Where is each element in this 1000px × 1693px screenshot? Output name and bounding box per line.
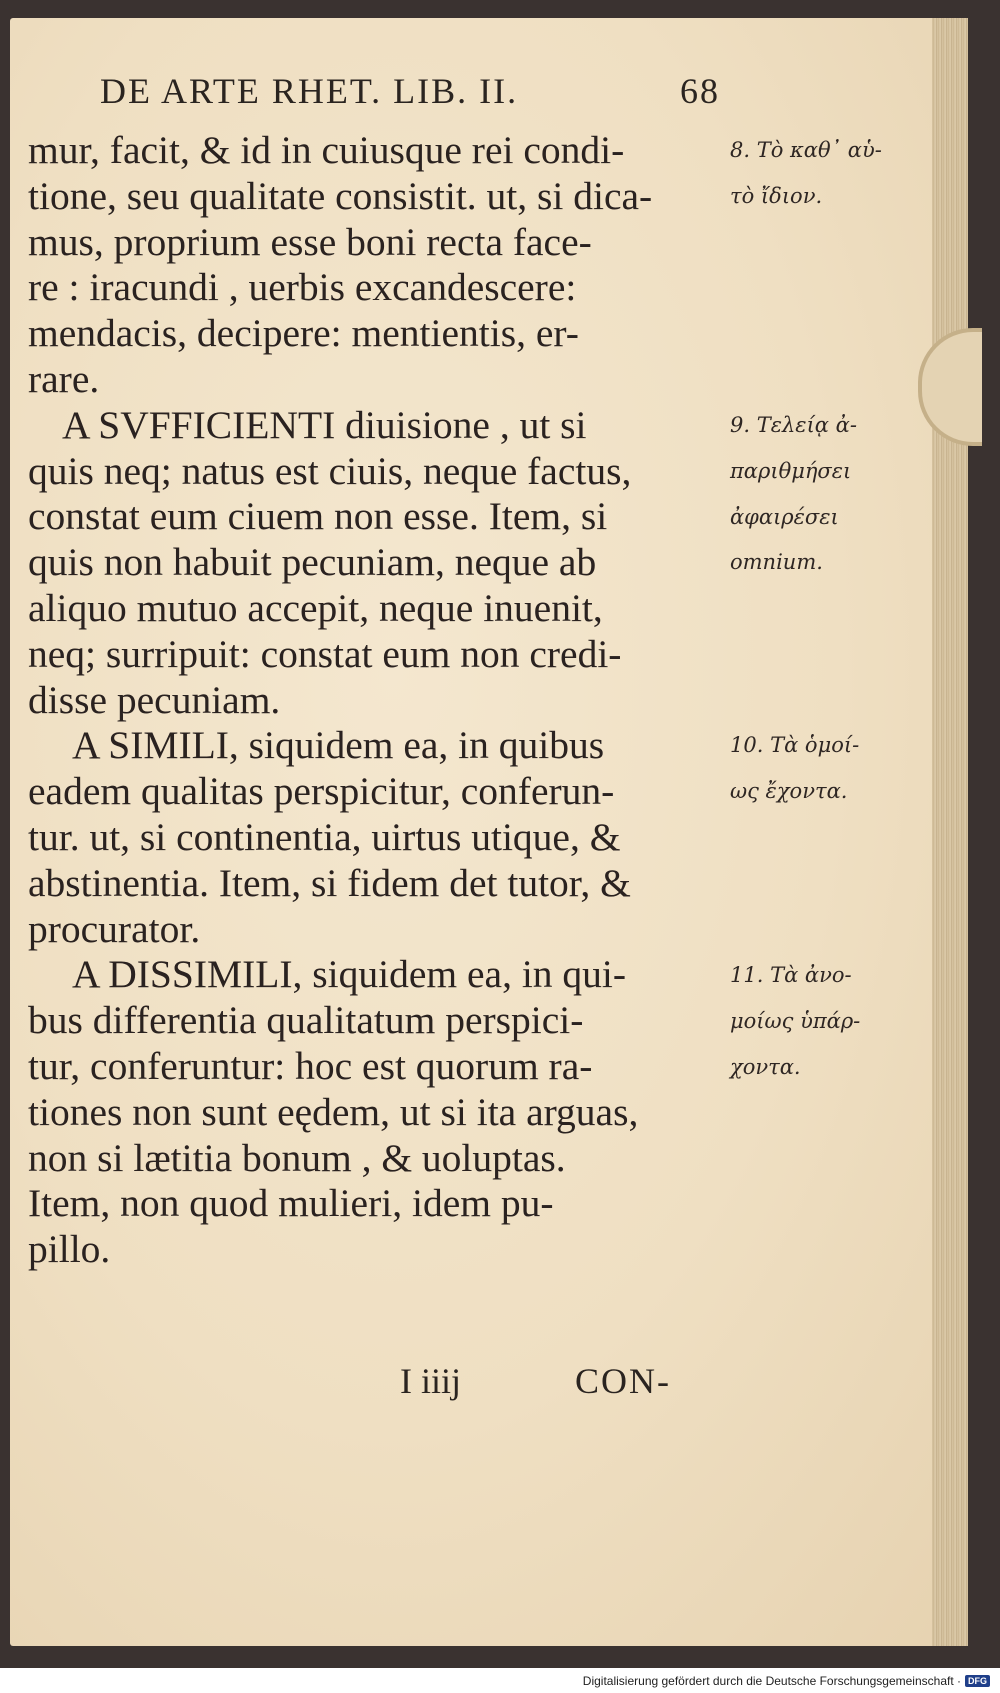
- text-line: rare.: [28, 356, 100, 401]
- paragraph-1: [28, 128, 728, 403]
- main-text: [28, 128, 728, 1273]
- text-line: mus, proprium esse boni recta face-: [28, 219, 592, 264]
- text-line: tur, conferuntur: hoc est quorum ra-: [28, 1043, 593, 1088]
- note-line: χοντα.: [730, 1054, 801, 1079]
- page-footer: [400, 1360, 730, 1410]
- text-line: non si lætitia bonum , & uoluptas.: [28, 1135, 566, 1180]
- paragraph-3: [28, 723, 728, 952]
- credit-text: Digitalisierung gefördert durch die Deutsche Forschungsgemeinschaft ·: [582, 1674, 961, 1688]
- marginal-note-8: [730, 128, 905, 220]
- running-head: [100, 70, 720, 120]
- page-clip: [918, 328, 982, 446]
- paragraph-4: [28, 952, 728, 1273]
- note-line: ως ἔχοντα.: [730, 778, 848, 803]
- running-head-title: DE ARTE RHET. LIB. II.: [100, 71, 519, 111]
- text-line: mendacis, decipere: mentientis, er-: [28, 311, 579, 356]
- note-line: ἀφαιρέσει: [730, 504, 839, 529]
- note-line: omnium.: [730, 550, 823, 575]
- marginal-note-9: [730, 403, 905, 586]
- text-line: pillo.: [28, 1227, 111, 1272]
- text-line: neq; surripuit: constat eum non credi-: [28, 631, 622, 676]
- digitization-credit: [583, 1672, 990, 1690]
- text-line: mur, facit, & id in cuiusque rei condi-: [28, 128, 625, 172]
- text-line: disse pecuniam.: [28, 677, 281, 722]
- catchword: CON-: [575, 1361, 671, 1401]
- text-line: abstinentia. Item, si fidem det tutor, &: [28, 860, 631, 905]
- text-line: tiones non sunt eędem, ut si ita arguas,: [28, 1089, 639, 1134]
- note-line: τὸ ἴδιον.: [730, 183, 823, 208]
- paragraph-2: [28, 403, 728, 724]
- note-line: παριθμήσει: [730, 458, 852, 483]
- text-line: constat eum ciuem non esse. Item, si: [28, 494, 608, 539]
- page-edges: [932, 18, 968, 1646]
- text-line: quis non habuit pecuniam, neque ab: [28, 540, 597, 585]
- text-line: bus differentia qualitatum perspici-: [28, 998, 584, 1043]
- note-line: μοίως ὑπάρ-: [730, 1008, 861, 1033]
- text-line: eadem qualitas perspicitur, conferun-: [28, 769, 615, 814]
- text-line: aliquo mutuo accepit, neque inuenit,: [28, 585, 603, 630]
- text-line: A DISSIMILI, siquidem ea, in qui-: [72, 952, 627, 997]
- note-line: 9. Τελείᾳ ἀ-: [730, 413, 857, 437]
- marginal-note-11: [730, 953, 905, 1090]
- note-line: 8. Τὸ καθ᾽ αὑ-: [730, 138, 882, 162]
- text-line: A SIMILI, siquidem ea, in quibus: [72, 723, 605, 768]
- note-line: 11. Τὰ ἀνο-: [730, 963, 852, 987]
- signature-mark: I iiij: [400, 1361, 461, 1401]
- text-line: tione, seu qualitate consistit. ut, si dica-: [28, 173, 653, 218]
- marginal-note-10: [730, 723, 905, 815]
- text-line: Item, non quod mulieri, idem pu-: [28, 1181, 554, 1226]
- dfg-logo: DFG: [965, 1675, 990, 1687]
- text-line: A SVFFICIENTI diuisione , ut si: [62, 402, 587, 447]
- note-line: 10. Τὰ ὁμοί-: [730, 733, 860, 757]
- text-line: tur. ut, si continentia, uirtus utique, &: [28, 814, 621, 859]
- text-line: re : iracundi , uerbis excandescere:: [28, 265, 577, 310]
- text-line: procurator.: [28, 906, 201, 951]
- text-line: quis neq; natus est ciuis, neque factus,: [28, 448, 632, 493]
- page-number: 68: [680, 71, 720, 111]
